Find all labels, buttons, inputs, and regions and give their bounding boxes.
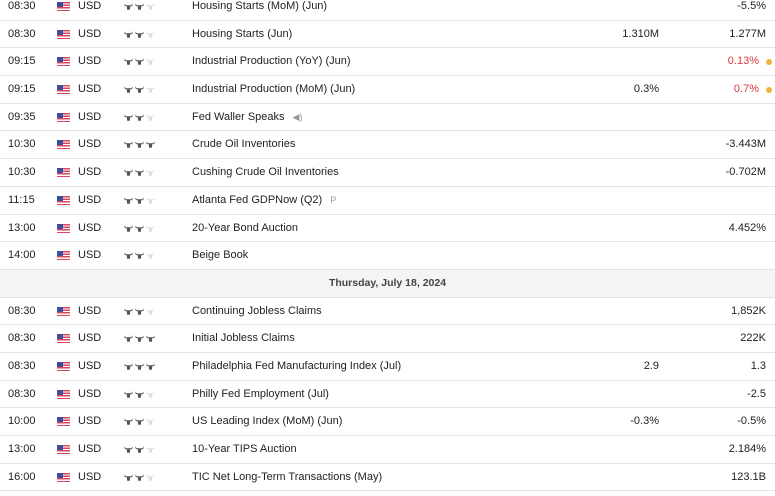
bull-icon [146, 168, 155, 180]
event-row[interactable] [0, 215, 775, 243]
event-name-cell[interactable] [192, 0, 327, 20]
actual-value: 0.7% [733, 83, 759, 96]
actual-value: 222K [740, 332, 766, 345]
us-flag-icon [57, 224, 70, 233]
event-name[interactable]: 20-Year Bond Auction [192, 221, 299, 234]
currency: USD [78, 83, 102, 96]
bull-icon [124, 307, 133, 319]
us-flag-icon [57, 196, 70, 205]
us-flag-icon [57, 57, 70, 66]
importance-rating [124, 362, 155, 374]
currency: USD [78, 304, 102, 317]
forecast-value: -0.3% [630, 415, 659, 428]
actual-value: 1.3 [750, 359, 766, 372]
bull-icon [146, 2, 155, 14]
bull-icon [135, 140, 144, 152]
event-time: 09:15 [8, 83, 36, 96]
bull-icon [146, 334, 155, 346]
event-name[interactable]: Fed Waller Speaks [192, 110, 285, 123]
event-row[interactable] [0, 436, 775, 464]
us-flag-icon [57, 417, 70, 426]
event-time: 10:30 [8, 138, 36, 151]
event-time: 10:00 [8, 415, 36, 428]
us-flag-icon [57, 362, 70, 371]
us-flag-icon [57, 85, 70, 94]
event-row[interactable] [0, 104, 775, 132]
event-time: 13:00 [8, 221, 36, 234]
event-name-cell[interactable] [192, 242, 248, 269]
bull-icon [124, 473, 133, 485]
bull-icon [146, 85, 155, 97]
event-name-cell[interactable] [192, 298, 322, 325]
bull-icon [135, 113, 144, 125]
importance-rating [124, 113, 155, 125]
importance-rating [124, 57, 155, 69]
event-name[interactable]: Atlanta Fed GDPNow (Q2) [192, 193, 323, 206]
actual-value: 123.1B [731, 470, 766, 483]
bull-icon [135, 224, 144, 236]
event-name[interactable]: Industrial Production (YoY) (Jun) [192, 55, 351, 68]
currency: USD [78, 387, 102, 400]
bull-icon [124, 251, 133, 263]
bull-icon [124, 85, 133, 97]
us-flag-icon [57, 30, 70, 39]
speech-icon: ◀) [292, 111, 303, 122]
event-name[interactable]: Housing Starts (Jun) [192, 27, 293, 40]
event-name[interactable]: Crude Oil Inventories [192, 138, 296, 151]
importance-rating [124, 30, 155, 42]
bull-icon [135, 196, 144, 208]
bull-icon [146, 307, 155, 319]
currency: USD [78, 359, 102, 372]
actual-value: -5.5% [737, 0, 766, 12]
actual-value: 4.452% [728, 221, 766, 234]
currency: USD [78, 55, 102, 68]
actual-value: -3.443M [725, 138, 766, 151]
bull-icon [124, 224, 133, 236]
us-flag-icon [57, 307, 70, 316]
importance-rating [124, 473, 155, 485]
event-name[interactable]: Philly Fed Employment (Jul) [192, 387, 329, 400]
bull-icon [124, 2, 133, 14]
bull-icon [135, 473, 144, 485]
day-header: Thursday, July 18, 2024 [0, 270, 775, 298]
event-time: 08:30 [8, 359, 36, 372]
alert-dot-icon [766, 59, 772, 65]
bull-icon [146, 140, 155, 152]
bull-icon [146, 473, 155, 485]
actual-value: -0.5% [737, 415, 766, 428]
event-row[interactable] [0, 131, 775, 159]
bull-icon [124, 445, 133, 457]
event-row[interactable] [0, 0, 775, 21]
currency: USD [78, 443, 102, 455]
forecast-value: 0.3% [633, 83, 659, 96]
currency: USD [78, 470, 102, 483]
bull-icon [146, 417, 155, 429]
event-time: 09:35 [8, 110, 36, 123]
event-name[interactable]: Philadelphia Fed Manufacturing Index (Jul) [192, 359, 402, 372]
currency: USD [78, 166, 102, 179]
importance-rating [124, 168, 155, 180]
actual-value: -0.702M [725, 166, 766, 179]
importance-rating [124, 85, 155, 97]
alert-dot-icon [766, 87, 772, 93]
actual-value: 1,852K [731, 304, 766, 317]
event-name[interactable]: Cushing Crude Oil Inventories [192, 166, 339, 179]
bull-icon [135, 2, 144, 14]
importance-rating [124, 140, 155, 152]
bull-icon [124, 196, 133, 208]
event-time: 09:15 [8, 55, 36, 68]
event-name-cell[interactable] [192, 131, 295, 158]
bull-icon [124, 362, 133, 374]
event-time: 14:00 [8, 249, 36, 262]
event-name-cell[interactable] [192, 76, 355, 103]
event-time: 08:30 [8, 0, 36, 12]
actual-value: 0.13% [727, 55, 759, 68]
forecast-value: 1.310M [622, 27, 659, 40]
bull-icon [124, 390, 133, 402]
bull-icon [124, 417, 133, 429]
event-row[interactable] [0, 187, 775, 215]
importance-rating [124, 196, 155, 208]
bull-icon [146, 390, 155, 402]
importance-rating [124, 390, 155, 402]
bull-icon [124, 57, 133, 69]
event-name-cell[interactable] [192, 48, 351, 75]
currency: USD [78, 415, 102, 428]
event-row[interactable] [0, 353, 775, 381]
importance-rating [124, 334, 155, 346]
bull-icon [135, 362, 144, 374]
event-time: 10:30 [8, 166, 36, 179]
event-name-cell[interactable] [192, 353, 401, 380]
bull-icon [146, 30, 155, 42]
currency: USD [78, 27, 102, 40]
event-name[interactable]: Initial Jobless Claims [192, 332, 295, 345]
event-time: 16:00 [8, 470, 36, 483]
us-flag-icon [57, 140, 70, 149]
bull-icon [124, 113, 133, 125]
bull-icon [124, 30, 133, 42]
event-time: 08:30 [8, 387, 36, 400]
bull-icon [135, 30, 144, 42]
event-row[interactable] [0, 48, 775, 76]
importance-rating [124, 307, 155, 319]
bull-icon [135, 307, 144, 319]
event-name-cell[interactable] [192, 187, 336, 214]
bull-icon [146, 251, 155, 263]
bull-icon [135, 85, 144, 97]
event-name-cell[interactable] [192, 408, 342, 435]
event-name-cell[interactable] [192, 21, 292, 48]
bull-icon [146, 196, 155, 208]
event-row[interactable] [0, 242, 775, 270]
event-name-cell[interactable] [192, 159, 339, 186]
event-time: 13:00 [8, 443, 36, 455]
us-flag-icon [57, 168, 70, 177]
forecast-value: 2.9 [643, 359, 659, 372]
bull-icon [146, 362, 155, 374]
event-row[interactable] [0, 76, 775, 104]
event-name[interactable]: TIC Net Long-Term Transactions (May) [192, 470, 383, 483]
bull-icon [124, 140, 133, 152]
us-flag-icon [57, 2, 70, 11]
currency: USD [78, 0, 102, 12]
event-row[interactable] [0, 325, 775, 353]
event-row[interactable] [0, 464, 775, 492]
event-row[interactable] [0, 298, 775, 326]
event-name-cell[interactable] [192, 381, 329, 408]
preliminary-badge: P [330, 194, 337, 205]
us-flag-icon [57, 334, 70, 343]
us-flag-icon [57, 473, 70, 482]
bull-icon [146, 445, 155, 457]
importance-rating [124, 2, 155, 14]
bull-icon [135, 251, 144, 263]
event-time: 11:15 [8, 193, 35, 206]
event-row[interactable] [0, 21, 775, 49]
event-name[interactable]: 10-Year TIPS Auction [192, 443, 297, 455]
currency: USD [78, 138, 102, 151]
event-time: 08:30 [8, 27, 36, 40]
importance-rating [124, 445, 155, 457]
importance-rating [124, 251, 155, 263]
us-flag-icon [57, 390, 70, 399]
event-name[interactable]: Industrial Production (MoM) (Jun) [192, 83, 356, 96]
bull-icon [135, 57, 144, 69]
bull-icon [135, 334, 144, 346]
currency: USD [78, 193, 102, 206]
currency: USD [78, 249, 102, 262]
event-name[interactable]: US Leading Index (MoM) (Jun) [192, 415, 343, 428]
actual-value: 1.277M [729, 27, 766, 40]
event-name[interactable]: Beige Book [192, 249, 249, 262]
importance-rating [124, 224, 155, 236]
currency: USD [78, 221, 102, 234]
us-flag-icon [57, 113, 70, 122]
currency: USD [78, 332, 102, 345]
us-flag-icon [57, 251, 70, 260]
event-name-cell[interactable] [192, 215, 298, 242]
event-name-cell[interactable] [192, 464, 382, 491]
us-flag-icon [57, 445, 70, 454]
event-name[interactable]: Housing Starts (MoM) (Jun) [192, 0, 328, 12]
event-time: 08:30 [8, 304, 36, 317]
event-name-cell[interactable] [192, 325, 295, 352]
event-time: 08:30 [8, 332, 36, 345]
currency: USD [78, 110, 102, 123]
event-row[interactable] [0, 159, 775, 187]
event-row[interactable] [0, 408, 775, 436]
bull-icon [124, 334, 133, 346]
event-name-cell[interactable] [192, 104, 302, 131]
bull-icon [146, 224, 155, 236]
bull-icon [146, 57, 155, 69]
bull-icon [135, 168, 144, 180]
bull-icon [135, 390, 144, 402]
actual-value: -2.5 [747, 387, 766, 400]
importance-rating [124, 417, 155, 429]
event-name[interactable]: Continuing Jobless Claims [192, 304, 322, 317]
bull-icon [124, 168, 133, 180]
bull-icon [135, 445, 144, 457]
event-row[interactable] [0, 381, 775, 409]
bull-icon [135, 417, 144, 429]
bull-icon [146, 113, 155, 125]
event-name-cell[interactable] [192, 436, 297, 463]
actual-value: 2.184% [728, 443, 766, 455]
